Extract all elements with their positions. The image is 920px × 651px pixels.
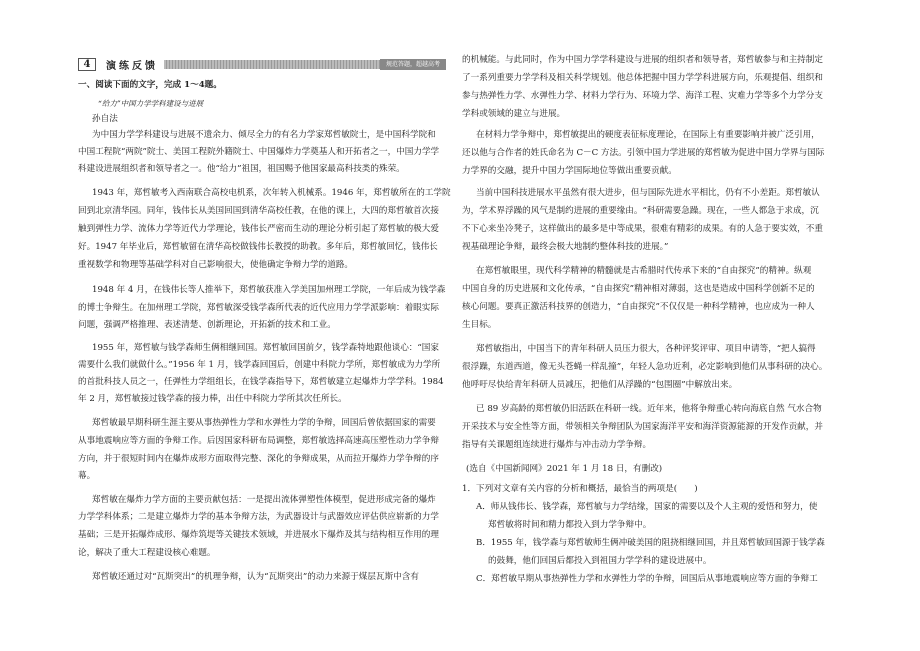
right-text-line: 开采技术与安全性等方面，带领相关争辩团队为国家海洋平安和海洋资源能源的开发作贡献，并 bbox=[462, 422, 823, 432]
left-text-line: 1948 年 4 月，在钱伟长等人推举下，郑哲敏获准入学美国加州理工学院，一年后成为钱学森 bbox=[92, 285, 446, 295]
section-banner bbox=[78, 58, 446, 71]
right-text-line: 郑哲敏指出，中国当下的青年科研人员压力很大，各种评奖评审、项目申请等，“把人搞得 bbox=[476, 344, 816, 354]
left-text-line: 的博士争辩生。在加州理工学院，郑哲敏深受钱学森所代表的近代应用力学学派影响：着眼实际 bbox=[78, 303, 439, 313]
right-text-line: 还以他与合作者的姓氏命名为 C－C 方法。引领中国力学进展的郑哲敏为促进中国力学界与国际 bbox=[462, 148, 825, 158]
right-text-line: 他呼吁尽快给青年科研人员减压，把他们从浮躁的“包围圈”中解放出来。 bbox=[462, 380, 738, 390]
left-text-line: 需要什么我们就做什么。”1956 年 1 月，钱学森回国后，创建中科院力学所，郑哲敏成为力学所 bbox=[78, 360, 441, 370]
banner-slogan: 规范答题，超越高考 bbox=[380, 59, 446, 70]
left-text-line: 基础；三是开拓爆炸成形、爆炸筑堤等关键技术领域，并进展水下爆炸及其与结构相互作用的理 bbox=[78, 530, 439, 540]
right-text-line: (选自《中国新闻网》2021 年 1 月 18 日，有删改) bbox=[466, 464, 663, 474]
left-text-line: 中国工程院“两院”院士、美国工程院外籍院士、中国爆炸力学奠基人和开拓者之一，中国力学学 bbox=[78, 147, 440, 157]
left-text-line: 1943 年，郑哲敏考入西南联合高校电机系，次年转入机械系。1946 年，郑哲敏所在的工学院 bbox=[92, 188, 451, 198]
question-text-line: 1．下列对文章有关内容的分析和概括，最恰当的两项是( ) bbox=[462, 484, 698, 494]
left-text-line: 郑哲敏在爆炸力学方面的主要贡献包括：一是提出流体弹塑性体模型，促进形成完备的爆炸 bbox=[92, 495, 436, 505]
left-text-line: 1955 年，郑哲敏与钱学森师生俩相继回国。郑哲敏回国前夕，钱学森特地跟他谈心：“国家 bbox=[92, 343, 439, 353]
right-text-line: 当前中国科技进展水平虽然有很大进步，但与国际先进水平相比，仍有不小差距。郑哲敏认 bbox=[476, 188, 820, 198]
section-number: 4 bbox=[78, 58, 96, 71]
left-text-line: 论，解决了重大工程建设核心难题。 bbox=[78, 548, 216, 558]
right-text-line: 在材料力学争辩中，郑哲敏提出的硬度表征标度理论，在国际上有重要影响并被广泛引用， bbox=[476, 130, 820, 140]
question-text-line: 郑哲敏将时间和精力都投入到力学争辩中。 bbox=[488, 520, 652, 530]
left-text-line: 一、阅读下面的文字，完成 1～4题。 bbox=[78, 80, 222, 90]
left-text-line: 郑哲敏最早期科研生涯主要从事热弹性力学和水弹性力学的争辩，回国后曾依据国家的需要 bbox=[92, 418, 436, 428]
right-text-line: 为，学术界浮躁的风气是制约进展的重要缘由。“科研需要急躁。现在，一些人都急于求成，沉 bbox=[462, 206, 819, 216]
right-text-line: 核心问题。要真正激活科技界的创造力，“自由探究”不仅仅是一种科学精神，也应成为一种人 bbox=[462, 302, 815, 312]
left-text-line: 从事地震响应等方面的争辩工作。后因国家科研布局调整，郑哲敏选择高速高压塑性动力学争辩 bbox=[78, 436, 439, 446]
left-text-line: 科建设进展组织者和领导者之一。他“给力”祖国，祖国赐予他国家最高科技类的殊荣。 bbox=[78, 164, 405, 174]
left-text-line: 触到弹性力学、流体力学等近代力学理论，钱伟长严密而生动的理论分析引起了郑哲敏的极大爱 bbox=[78, 224, 439, 234]
right-text-line: 了一系列重要力学学科及相关科学规划。他总体把握中国力学学科进展方向，乐观提倡、组织和 bbox=[462, 73, 823, 83]
left-text-line: “给力”中国力学学科建设与进展 bbox=[98, 99, 204, 108]
question-text-line: A．师从钱伟长、钱学森，郑哲敏与力学结缘，国家的需要以及个人主观的爱悟和努力，使 bbox=[476, 502, 818, 512]
right-text-line: 指导有关课题组连续进行爆炸与冲击动力学争辩。 bbox=[462, 440, 652, 450]
question-text-line: B．1955 年，钱学森与郑哲敏师生俩冲破美国的阻挠相继回国，并且郑哲敏回国源于钱学森 bbox=[476, 538, 825, 548]
left-text-line: 问题，强调严格推理、表述清楚、创新理论，开拓新的技术和工业。 bbox=[78, 320, 336, 330]
right-text-line: 中国自身的历史进展和文化传承，“自由探究”精神相对薄弱，这也是造成中国科学创新不足的 bbox=[462, 284, 815, 294]
section-title: 演练反馈 bbox=[106, 61, 158, 72]
left-text-line: 孙自法 bbox=[92, 114, 118, 124]
left-text-line: 的首批科技人员之一，任弹性力学组组长，在钱学森指导下，郑哲敏建立起爆炸力学学科。1984 bbox=[78, 377, 444, 387]
right-text-line: 的机械能。与此同时，作为中国力学学科建设与进展的组织者和领导者，郑哲敏参与和主持制定 bbox=[462, 55, 823, 65]
right-text-line: 已 89 岁高龄的郑哲敏仍旧活跃在科研一线。近年来，他将争辩重心转向海底自然 气水合物 bbox=[476, 404, 822, 414]
right-text-line: 很浮躁，东道西道，像无头苍蝇一样乱撞”，年轻人急功近利，必定影响到他们从事科研的决心。 bbox=[462, 362, 828, 372]
banner-bar bbox=[164, 60, 380, 69]
question-text-line: 的鼓舞，他们回国后都投入到祖国力学学科的建设进展中。 bbox=[488, 556, 712, 566]
left-text-line: 幕。 bbox=[78, 471, 96, 481]
right-text-line: 参与热弹性力学、水弹性力学、材料力学行为、环境力学、海洋工程、灾难力学等多个力学分支 bbox=[462, 91, 823, 101]
left-text-line: 好。1947 年毕业后，郑哲敏留在清华高校做钱伟长教授的助教。多年后，郑哲敏回忆，钱伟长 bbox=[78, 242, 438, 252]
right-text-line: 视基础理论争辩，最终会极大地制约整体科技的进展。” bbox=[462, 242, 669, 252]
right-text-line: 学科或领域的建立与进展。 bbox=[462, 109, 566, 119]
left-text-line: 力学学科体系；二是建立爆炸力学的基本争辩方法，为武器设计与武器效应评估供应崭新的力学 bbox=[78, 512, 439, 522]
right-text-line: 在郑哲敏眼里，现代科学精神的精髓就是古希腊时代传承下来的“自由探究”的精神。纵观 bbox=[476, 266, 812, 276]
left-text-line: 回到北京清华园。同年，钱伟长从美国回国到清华高校任教，在他的课上，大四的郑哲敏首次接 bbox=[78, 206, 439, 216]
right-text-line: 生目标。 bbox=[462, 320, 497, 330]
left-text-line: 方向，并于很短时间内在爆炸成形方面取得完整、深化的争辩成果，从而拉开爆炸力学争辩的序 bbox=[78, 454, 439, 464]
right-text-line: 不下心来坐冷凳子，这样做出的最多是中等成果，很难有精彩的成果。有的人急于要实效，不重 bbox=[462, 224, 823, 234]
question-text-line: C．郑哲敏早期从事热弹性力学和水弹性力学的争辩，回国后从事地震响应等方面的争辩工 bbox=[476, 574, 818, 584]
left-text-line: 郑哲敏还通过对“瓦斯突出”的机理争辩，认为“瓦斯突出”的动力来源于煤层瓦斯中含有 bbox=[92, 572, 419, 582]
left-text-line: 重视数学和物理等基础学科对自己影响很大，使他确定争辩力学的道路。 bbox=[78, 260, 354, 270]
right-text-line: 力学界的交融，提升中国力学国际地位等做出重要贡献。 bbox=[462, 166, 677, 176]
left-text-line: 为中国力学学科建设与进展不遗余力、倾尽全力的有名力学家郑哲敏院士，是中国科学院和 bbox=[92, 130, 436, 140]
left-text-line: 年 2 月，郑哲敏接过钱学森的接力棒，出任中科院力学所其次任所长。 bbox=[78, 394, 347, 404]
